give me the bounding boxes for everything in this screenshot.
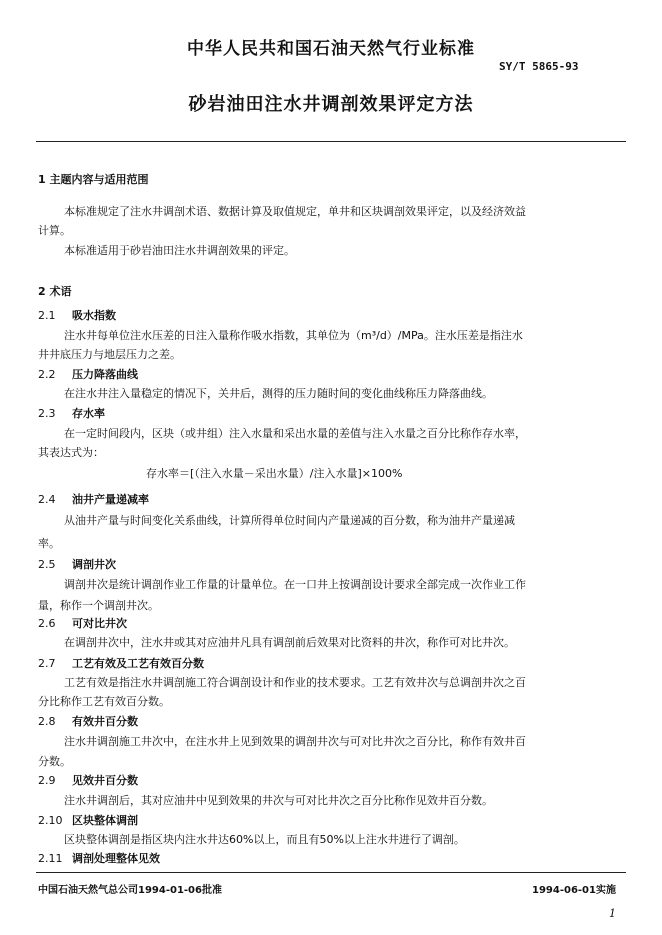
document-title: 砂岩油田注水井调剖效果评定方法 <box>188 94 474 115</box>
issuing-authority: 中华人民共和国石油天然气行业标准 <box>187 39 475 59</box>
effective-date: 1994-06-01实施 <box>532 885 616 896</box>
clause-text: 量，称作一个调剖井次。 <box>38 599 159 612</box>
clause-heading <box>38 655 204 671</box>
clause-title: 油井产量递减率 <box>72 493 149 506</box>
clause-text: 在注水井注入量稳定的情况下，关井后，测得的压力随时间的变化曲线称压力降落曲线。 <box>64 387 493 400</box>
section-1-paragraph-1-cont: 计算。 <box>38 224 71 237</box>
clause-text: 调剖井次是统计调剖作业工作量的计量单位。在一口井上按调剖设计要求全部完成一次作业工作 <box>64 578 526 591</box>
clause-text: 率。 <box>38 537 60 550</box>
clause-heading <box>38 556 116 572</box>
clause-title: 工艺有效及工艺有效百分数 <box>72 657 204 670</box>
clause-number: 2.5 <box>38 558 56 571</box>
clause-text: 在调剖井次中，注水井或其对应油井凡具有调剖前后效果对比资料的井次，称作可对比井次。 <box>64 636 515 649</box>
clause-text: 注水井调剖后，其对应油井中见到效果的井次与可对比井次之百分比称作见效井百分数。 <box>64 794 493 807</box>
clause-number: 2.4 <box>38 493 56 506</box>
clause-heading <box>38 772 138 788</box>
clause-text: 在一定时间段内，区块（或井组）注入水量和采出水量的差值与注入水量之百分比称作存水率， <box>64 427 526 440</box>
clause-text: 分比称作工艺有效百分数。 <box>38 695 170 708</box>
clause-heading <box>38 307 116 323</box>
clause-text: 从油井产量与时间变化关系曲线，计算所得单位时间内产量递减的百分数，称为油井产量递减 <box>64 514 515 527</box>
clause-title: 压力降落曲线 <box>72 368 138 381</box>
clause-number: 2.1 <box>38 309 56 322</box>
section-1-heading: 1 主题内容与适用范围 <box>38 173 149 186</box>
clause-number: 2.7 <box>38 657 56 670</box>
clause-number: 2.2 <box>38 368 56 381</box>
clause-title: 吸水指数 <box>72 309 116 322</box>
clause-text: 井井底压力与地层压力之差。 <box>38 348 181 361</box>
section-1-paragraph-2: 本标准适用于砂岩油田注水井调剖效果的评定。 <box>64 244 295 257</box>
clause-title: 存水率 <box>72 407 105 420</box>
clause-text: 注水井每单位注水压差的日注入量称作吸水指数，其单位为（m³/d）/MPa。注水压差是指注水 <box>64 329 523 342</box>
clause-text: 其表达式为： <box>38 446 104 459</box>
clause-text: 分数。 <box>38 755 71 768</box>
clause-text: 工艺有效是指注水井调剖施工符合调剖设计和作业的技术要求。工艺有效井次与总调剖井次之百 <box>64 676 526 689</box>
clause-number: 2.10 <box>38 814 63 827</box>
clause-heading <box>38 812 138 828</box>
clause-title: 区块整体调剖 <box>72 814 138 827</box>
page-number: 1 <box>609 907 616 920</box>
clause-heading <box>38 405 105 421</box>
clause-number: 2.3 <box>38 407 56 420</box>
clause-number: 2.8 <box>38 715 56 728</box>
clause-text: 注水井调剖施工井次中，在注水井上见到效果的调剖井次与可对比井次之百分比，称作有效井百 <box>64 735 526 748</box>
clause-text: 区块整体调剖是指区块内注水井达60%以上，而且有50%以上注水井进行了调剖。 <box>64 833 465 846</box>
clause-title: 调剖处理整体见效 <box>72 852 160 865</box>
clause-heading <box>38 615 127 631</box>
clause-title: 调剖井次 <box>72 558 116 571</box>
approval-statement: 中国石油天然气总公司1994-01-06批准 <box>38 885 222 896</box>
section-1-paragraph-1: 本标准规定了注水井调剖术语、数据计算及取值规定，单井和区块调剖效果评定，以及经济效益 <box>64 205 526 218</box>
clause-title: 见效井百分数 <box>72 774 138 787</box>
storage-rate-formula: 存水率＝[（注入水量－采出水量）/注入水量]×100% <box>146 467 403 480</box>
clause-number: 2.9 <box>38 774 56 787</box>
standard-code: SY/T 5865-93 <box>499 60 579 73</box>
clause-number: 2.11 <box>38 852 63 865</box>
clause-heading <box>38 491 149 507</box>
clause-title: 可对比井次 <box>72 617 127 630</box>
footer-divider <box>36 872 626 873</box>
clause-heading <box>38 366 138 382</box>
clause-heading <box>38 713 138 729</box>
section-2-heading: 2 术语 <box>38 285 72 298</box>
clause-number: 2.6 <box>38 617 56 630</box>
clause-title: 有效井百分数 <box>72 715 138 728</box>
header-divider <box>36 141 626 142</box>
clause-heading <box>38 850 160 866</box>
